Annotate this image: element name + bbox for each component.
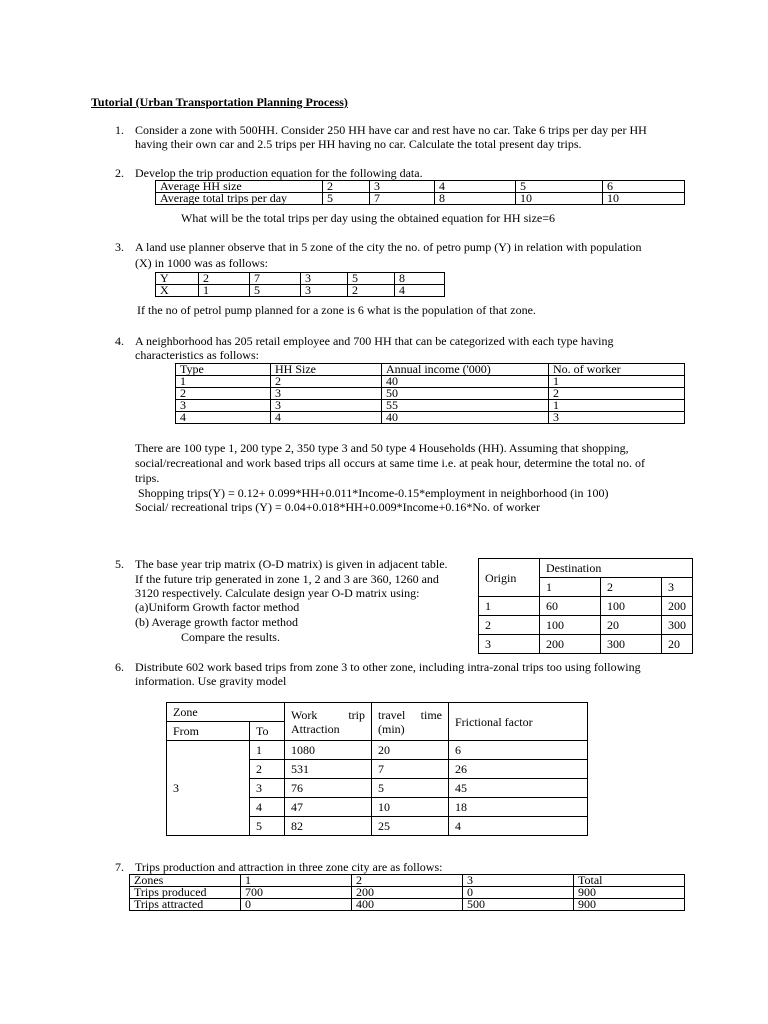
table-cell: 76	[285, 779, 372, 798]
table-cell: Average total trips per day	[156, 193, 323, 205]
table-cell: Total	[574, 875, 685, 887]
table-cell: 5	[348, 273, 395, 285]
column-header: 3	[662, 578, 693, 597]
question-6-number: 6.	[115, 660, 124, 674]
table-row	[176, 388, 685, 400]
table-cell: 4	[176, 412, 271, 424]
table-cell: 3	[479, 635, 540, 654]
shopping-trips-equation: Shopping trips(Y) = 0.12+ 0.099*HH+0.011*Income-0.15*employment in neighborhood (in 100)	[138, 486, 609, 500]
table-cell: 18	[449, 798, 588, 817]
question-4-paragraph-line-1: There are 100 type 1, 200 type 2, 350 type 3 and 50 type 4 Households (HH). Assuming that shopping,	[135, 441, 629, 455]
table-cell: 2	[271, 376, 382, 388]
table-cell: 3	[301, 285, 348, 297]
zone-header: Zone	[167, 703, 285, 722]
table-row	[156, 193, 685, 205]
table-cell: 3	[549, 412, 685, 424]
table-cell: 4	[395, 285, 445, 297]
household-type-table	[175, 363, 685, 424]
from-zone-cell: 3	[167, 741, 250, 836]
column-header: HH Size	[271, 364, 382, 376]
table-cell: 20	[662, 635, 693, 654]
question-6-line-2: information. Use gravity model	[135, 674, 287, 688]
question-5-number: 5.	[115, 557, 124, 571]
table-cell: 700	[241, 887, 352, 899]
question-3-followup: If the no of petrol pump planned for a zone is 6 what is the population of that zone.	[137, 303, 536, 317]
table-cell: 82	[285, 817, 372, 836]
table-cell: 3	[176, 400, 271, 412]
table-cell: 100	[540, 616, 601, 635]
table-cell: 1	[549, 376, 685, 388]
table-cell: 8	[435, 193, 516, 205]
question-5-line-1: The base year trip matrix (O-D matrix) is given in adjacent table.	[135, 557, 448, 571]
table-cell: 10	[603, 193, 685, 205]
table-cell: 1080	[285, 741, 372, 760]
table-cell: 300	[601, 635, 662, 654]
trip-production-attraction-table	[129, 874, 685, 911]
travel-label: travel	[378, 707, 406, 722]
table-row	[176, 376, 685, 388]
question-4-line-2: characteristics as follows:	[135, 348, 259, 362]
table-cell: 1	[250, 741, 285, 760]
question-5-line-3: 3120 respectively. Calculate design year O-D matrix using:	[135, 586, 420, 600]
table-cell: 5	[250, 285, 301, 297]
table-row	[130, 875, 685, 887]
table-cell: 1	[549, 400, 685, 412]
question-6-line-1: Distribute 602 work based trips from zone 3 to other zone, including intra-zonal trips too using following	[135, 660, 641, 674]
table-header-row	[167, 703, 588, 722]
question-7-text: Trips production and attraction in three zone city are as follows:	[135, 860, 443, 874]
table-cell: 2	[250, 760, 285, 779]
to-header: To	[250, 722, 285, 741]
table-cell: 3	[463, 875, 574, 887]
table-cell: 1	[241, 875, 352, 887]
table-cell: 10	[372, 798, 449, 817]
attraction-label: Attraction	[291, 721, 340, 736]
table-cell: X	[156, 285, 199, 297]
table-cell: 4	[449, 817, 588, 836]
table-header-row	[176, 364, 685, 376]
question-5-line-5: (b) Average growth factor method	[135, 615, 299, 629]
table-cell: 47	[285, 798, 372, 817]
question-1-number: 1.	[115, 123, 124, 137]
table-cell: 4	[271, 412, 382, 424]
question-2-followup: What will be the total trips per day using the obtained equation for HH size=6	[181, 211, 556, 225]
gravity-model-table	[166, 702, 588, 836]
petrol-pump-table	[155, 272, 445, 297]
question-3-line-2: (X) in 1000 was as follows:	[135, 256, 268, 270]
from-header: From	[167, 722, 250, 741]
table-cell: 200	[540, 635, 601, 654]
question-4-paragraph-line-3: trips.	[135, 471, 160, 485]
question-4-number: 4.	[115, 334, 124, 348]
question-7-number: 7.	[115, 860, 124, 874]
od-matrix-table	[478, 558, 693, 654]
table-cell: 2	[549, 388, 685, 400]
table-cell: 5	[323, 193, 370, 205]
table-cell: 900	[574, 887, 685, 899]
table-row	[176, 412, 685, 424]
question-5-line-2: If the future trip generated in zone 1, 2 and 3 are 360, 1260 and	[135, 572, 439, 586]
table-row	[156, 285, 445, 297]
table-cell: 45	[449, 779, 588, 798]
column-header: Type	[176, 364, 271, 376]
origin-header: Origin	[479, 559, 540, 597]
table-cell: 2	[352, 875, 463, 887]
table-cell: 60	[540, 597, 601, 616]
table-row	[176, 400, 685, 412]
table-cell: 4	[435, 181, 516, 193]
question-5-line-4: (a)Uniform Growth factor method	[135, 600, 300, 614]
table-cell: 531	[285, 760, 372, 779]
table-row	[167, 741, 588, 760]
table-row	[479, 635, 693, 654]
social-trips-equation: Social/ recreational trips (Y) = 0.04+0.018*HH+0.009*Income+0.16*No. of worker	[135, 500, 540, 514]
page-title: Tutorial (Urban Transportation Planning Process)	[91, 95, 348, 109]
table-cell: 8	[395, 273, 445, 285]
column-header: No. of worker	[549, 364, 685, 376]
table-row	[130, 899, 685, 911]
table-cell: 2	[323, 181, 370, 193]
table-row	[479, 616, 693, 635]
table-cell: 5	[516, 181, 603, 193]
table-cell: 6	[449, 741, 588, 760]
table-cell: 6	[603, 181, 685, 193]
table-cell: 2	[348, 285, 395, 297]
column-header: 1	[540, 578, 601, 597]
table-cell: 500	[463, 899, 574, 911]
question-4-line-1: A neighborhood has 205 retail employee and 700 HH that can be categorized with each type having	[135, 334, 614, 348]
column-header: 2	[601, 578, 662, 597]
table-cell: 7	[372, 760, 449, 779]
question-2-text: Develop the trip production equation for the following data.	[135, 166, 423, 180]
table-cell: 0	[241, 899, 352, 911]
table-cell: 200	[662, 597, 693, 616]
table-cell: 5	[372, 779, 449, 798]
work-label: Work	[291, 707, 318, 722]
table-cell: 20	[372, 741, 449, 760]
table-cell: 2	[479, 616, 540, 635]
table-row	[130, 887, 685, 899]
table-cell: 1	[199, 285, 250, 297]
minutes-label: (min)	[378, 721, 405, 736]
table-cell: 40	[382, 376, 549, 388]
table-cell: Zones	[130, 875, 241, 887]
column-header: Annual income ('000)	[382, 364, 549, 376]
table-cell: 20	[601, 616, 662, 635]
table-cell: 1	[176, 376, 271, 388]
table-cell: 2	[199, 273, 250, 285]
trip-label: trip	[348, 707, 365, 722]
table-cell: 26	[449, 760, 588, 779]
table-cell: 5	[250, 817, 285, 836]
question-1-line-2: having their own car and 2.5 trips per HH having no car. Calculate the total present day trips.	[135, 137, 582, 151]
table-header-row	[479, 559, 693, 578]
work-trip-attraction-header	[285, 703, 372, 741]
table-cell: Average HH size	[156, 181, 323, 193]
table-cell: 55	[382, 400, 549, 412]
table-cell: 2	[176, 388, 271, 400]
table-cell: 7	[250, 273, 301, 285]
question-5-line-6: Compare the results.	[181, 630, 280, 644]
table-cell: 10	[516, 193, 603, 205]
table-cell: 3	[370, 181, 435, 193]
table-cell: Trips produced	[130, 887, 241, 899]
question-1-line-1: Consider a zone with 500HH. Consider 250 HH have car and rest have no car. Take 6 trips per day per HH	[135, 123, 647, 137]
table-cell: 0	[463, 887, 574, 899]
destination-header: Destination	[540, 559, 693, 578]
table-cell: 3	[271, 400, 382, 412]
travel-time-header	[372, 703, 449, 741]
table-cell: 200	[352, 887, 463, 899]
table-cell: 3	[301, 273, 348, 285]
question-4-paragraph-line-2: social/recreational and work based trips all occurs at same time i.e. at peak hour, determine the total no. of	[135, 456, 645, 470]
table-cell: 3	[271, 388, 382, 400]
table-cell: 50	[382, 388, 549, 400]
table-cell: 300	[662, 616, 693, 635]
table-cell: 4	[250, 798, 285, 817]
table-cell: 25	[372, 817, 449, 836]
table-cell: Y	[156, 273, 199, 285]
question-2-number: 2.	[115, 166, 124, 180]
table-cell: 100	[601, 597, 662, 616]
table-cell: 400	[352, 899, 463, 911]
table-cell: 40	[382, 412, 549, 424]
time-label: time	[420, 707, 442, 722]
question-3-line-1: A land use planner observe that in 5 zone of the city the no. of petro pump (Y) in relation with population	[135, 240, 642, 254]
hh-trips-table	[155, 180, 685, 205]
table-cell: 3	[250, 779, 285, 798]
table-cell: 1	[479, 597, 540, 616]
table-cell: Trips attracted	[130, 899, 241, 911]
table-cell: 900	[574, 899, 685, 911]
table-row	[479, 597, 693, 616]
question-3-number: 3.	[115, 240, 124, 254]
frictional-factor-header: Frictional factor	[449, 703, 588, 741]
table-cell: 7	[370, 193, 435, 205]
